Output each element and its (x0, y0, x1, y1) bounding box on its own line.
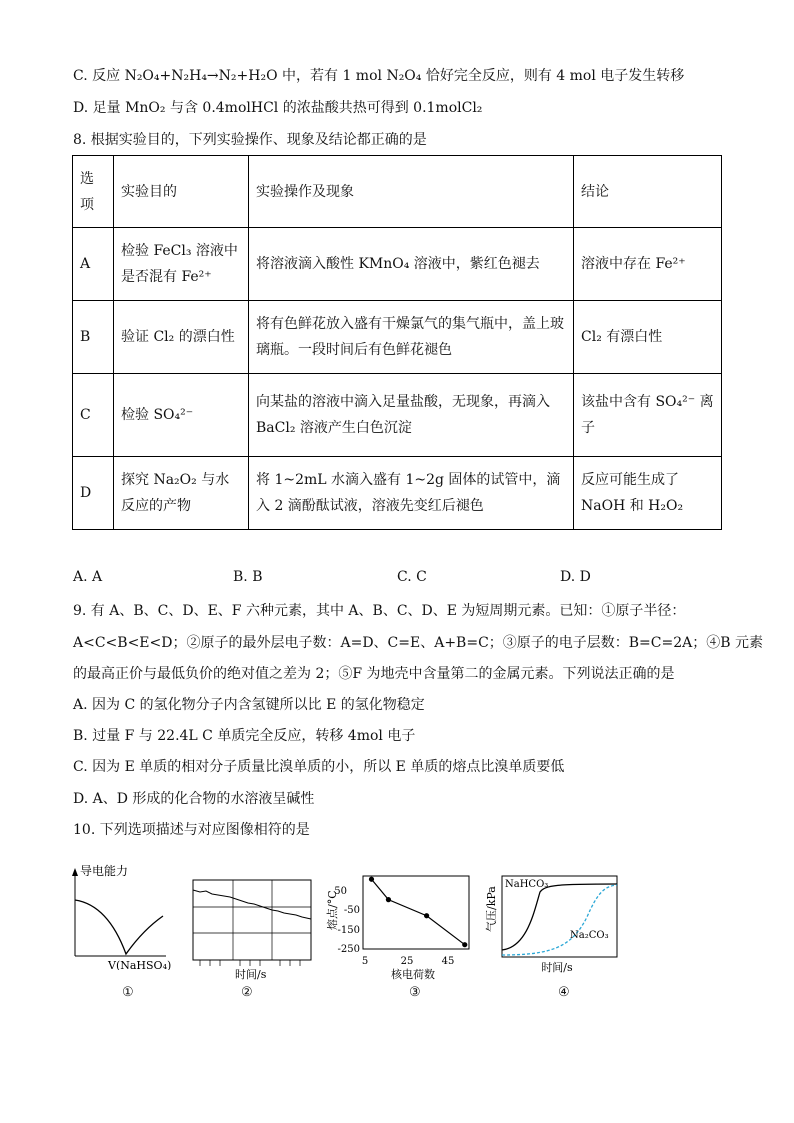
y-axis-label: 熔点/°C (326, 890, 339, 930)
q9-stem-line2: A<C<B<E<D；②原子的最外层电子数：A=D、C=E、A+B=C；③原子的电子层数：B=C=2A；④B 元素 (73, 635, 763, 651)
series-na2co3-curve (502, 885, 617, 955)
row-conclusion: 反应可能生成了 NaOH 和 H₂O₂ (574, 457, 722, 530)
x-axis-label: 时间/s (541, 961, 573, 974)
data-point (369, 877, 374, 882)
q9-option-b: B. 过量 F 与 22.4L C 单质完全反应，转移 4mol 电子 (73, 728, 416, 744)
row-operation: 向某盐的溶液中滴入足量盐酸，无现象，再滴入 BaCl₂ 溶液产生白色沉淀 (249, 374, 574, 457)
q9-stem-line1: 9. 有 A、B、C、D、E、F 六种元素，其中 A、B、C、D、E 为短周期元素。已知：①原子半径： (73, 603, 686, 619)
row-purpose: 检验 SO₄²⁻ (114, 374, 249, 457)
series-nahco3-label: NaHCO₃ (505, 879, 549, 890)
row-purpose: 探究 Na₂O₂ 与水反应的产物 (114, 457, 249, 530)
graph-time-series (190, 877, 315, 982)
y-axis-label: 气压/kPa (485, 886, 498, 932)
plot-frame (193, 880, 311, 960)
time-curve (193, 890, 311, 919)
row-operation: 将有色鲜花放入盛有干燥氯气的集气瓶中，盖上玻璃瓶。一段时间后有色鲜花褪色 (249, 301, 574, 374)
row-conclusion: 溶液中存在 Fe²⁺ (574, 228, 722, 301)
y-tick-label: -150 (337, 925, 360, 936)
graph-pressure (482, 872, 622, 987)
data-point (462, 942, 467, 947)
header-operation: 实验操作及现象 (249, 156, 574, 228)
row-purpose: 验证 Cl₂ 的漂白性 (114, 301, 249, 374)
caption-2: ② (241, 985, 253, 1000)
series-na2co3-label: Na₂CO₃ (570, 930, 609, 941)
q10-stem: 10. 下列选项描述与对应图像相符的是 (73, 822, 310, 838)
row-option: D (73, 457, 114, 530)
y-axis-label: 导电能力 (80, 864, 129, 878)
row-option: B (73, 301, 114, 374)
conductivity-curve (75, 900, 163, 954)
row-conclusion: 该盐中含有 SO₄²⁻ 离子 (574, 374, 722, 457)
q8-table (72, 155, 722, 530)
x-axis-label: 时间/s (235, 968, 267, 981)
row-conclusion: Cl₂ 有漂白性 (574, 301, 722, 374)
x-tick-label: 25 (400, 956, 414, 967)
row-operation: 将 1~2mL 水滴入盛有 1~2g 固体的试管中，滴入 2 滴酚酞试液，溶液先变红后褪色 (249, 457, 574, 530)
table-row (73, 301, 722, 374)
q9-option-c: C. 因为 E 单质的相对分子质量比溴单质的小，所以 E 单质的熔点比溴单质要低 (73, 759, 565, 775)
header-purpose: 实验目的 (114, 156, 249, 228)
row-purpose: 检验 FeCl₃ 溶液中是否混有 Fe²⁺ (114, 228, 249, 301)
header-option: 选项 (73, 156, 114, 228)
x-axis-label: V(NaHSO₄) (108, 959, 172, 970)
table-header-row (73, 156, 722, 228)
x-tick-label: 45 (441, 956, 455, 967)
q9-option-a: A. 因为 C 的氢化物分子内含氢键所以比 E 的氢化物稳定 (73, 697, 425, 713)
row-option: C (73, 374, 114, 457)
q9-option-d: D. A、D 形成的化合物的水溶液呈碱性 (73, 791, 315, 807)
table-row (73, 228, 722, 301)
table-row (73, 374, 722, 457)
q9-stem-line3: 的最高正价与最低负价的绝对值之差为 2；⑤F 为地壳中含量第二的金属元素。下列说法正确的是 (73, 666, 675, 682)
plot-frame (363, 876, 469, 949)
caption-1: ① (122, 985, 134, 1000)
row-option: A (73, 228, 114, 301)
caption-3: ③ (409, 985, 421, 1000)
y-tick-label: -50 (343, 905, 360, 916)
q7-option-c: C. 反应 N₂O₄+N₂H₄→N₂+H₂O 中，若有 1 mol N₂O₄ 恰好完全反应，则有 4 mol 电子发生转移 (73, 68, 685, 84)
table-row (73, 457, 722, 530)
choice-d: D. D (560, 569, 591, 585)
x-tick-label: 5 (361, 956, 369, 967)
q8-stem: 8. 根据实验目的，下列实验操作、现象及结论都正确的是 (73, 132, 427, 148)
y-tick-label: 50 (334, 886, 347, 897)
row-operation: 将溶液滴入酸性 KMnO₄ 溶液中，紫红色褪去 (249, 228, 574, 301)
x-axis-label: 核电荷数 (391, 968, 435, 981)
graph-melting-point (325, 872, 475, 987)
y-tick-label: -250 (337, 944, 360, 955)
data-point (424, 913, 429, 918)
y-axis-arrow (72, 868, 78, 876)
header-conclusion: 结论 (574, 156, 722, 228)
data-point (386, 897, 391, 902)
series-line (371, 879, 464, 944)
choice-b: B. B (233, 569, 263, 585)
choice-c: C. C (397, 569, 427, 585)
graph-conductivity (68, 860, 178, 970)
choice-a: A. A (73, 569, 103, 585)
caption-4: ④ (558, 985, 570, 1000)
q7-option-d: D. 足量 MnO₂ 与含 0.4molHCl 的浓盐酸共热可得到 0.1molCl₂ (73, 100, 483, 116)
